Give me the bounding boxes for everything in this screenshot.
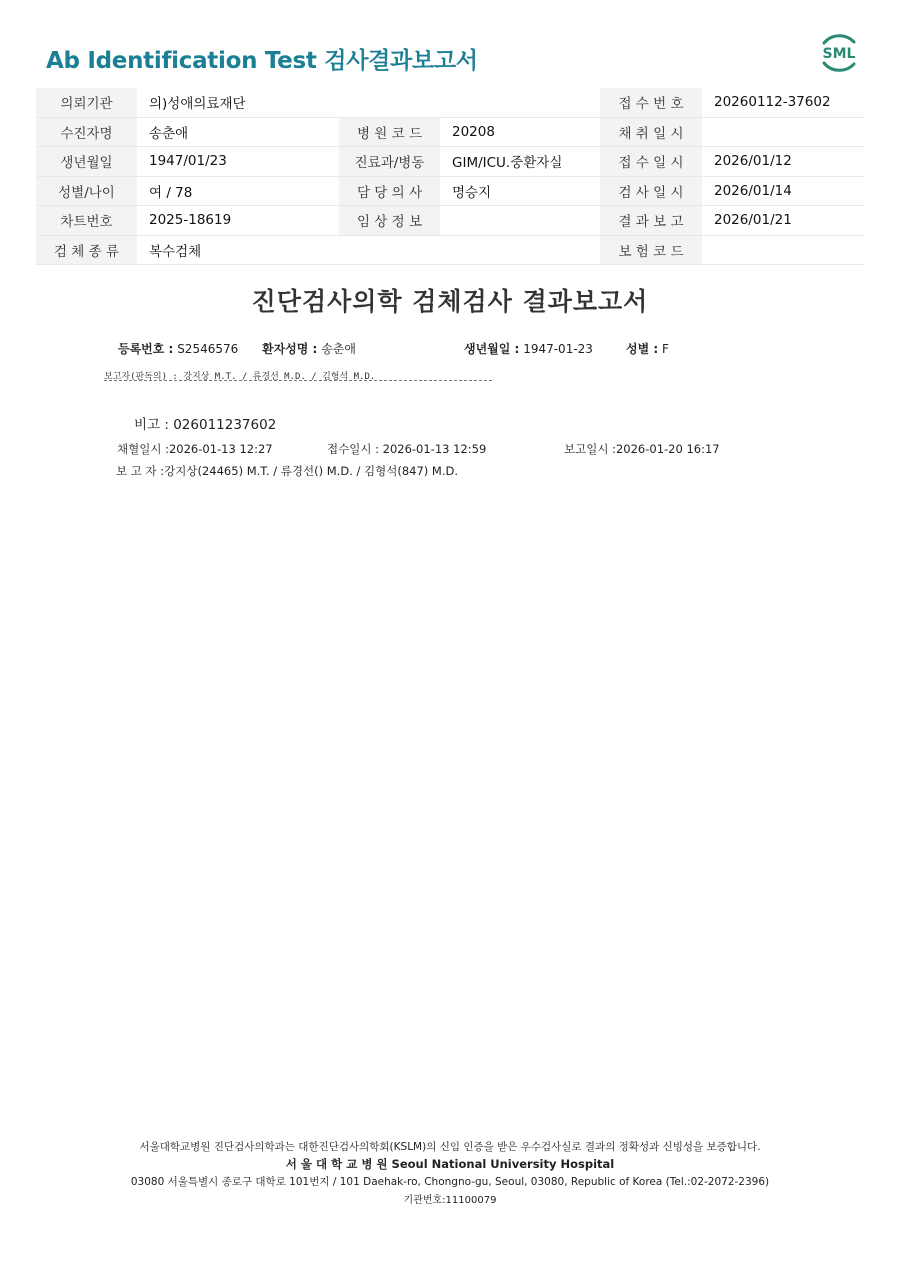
patient-info-table <box>36 88 864 265</box>
dashed-divider <box>104 380 492 381</box>
receipt-datetime <box>327 441 486 457</box>
value-test-time: 2026/01/14 <box>702 176 864 206</box>
sex <box>626 340 669 357</box>
info-row <box>36 235 864 265</box>
value-insurance-code <box>702 235 864 265</box>
registration-no-value: S2546576 <box>177 342 239 356</box>
value-specimen-type: 복수검체 <box>137 235 600 265</box>
value-result-report: 2026/01/21 <box>702 206 864 236</box>
label-specimen-type: 검 체 종 류 <box>36 235 137 265</box>
label-receipt-time: 접 수 일 시 <box>600 147 702 177</box>
label-clinical-info: 임 상 정 보 <box>339 206 440 236</box>
label-test-time: 검 사 일 시 <box>600 176 702 206</box>
info-row <box>36 206 864 236</box>
label-accession-no: 접 수 번 호 <box>600 88 702 117</box>
patient-name <box>262 340 356 357</box>
sex-label: 성별 : <box>626 342 659 356</box>
report-heading: 진단검사의학 검체검사 결과보고서 <box>251 287 649 316</box>
value-chart-no: 2025-18619 <box>137 206 339 236</box>
birth-date-value: 1947-01-23 <box>523 342 593 356</box>
label-insurance-code: 보 험 코 드 <box>600 235 702 265</box>
info-row <box>36 176 864 206</box>
value-clinical-info <box>440 206 600 236</box>
info-row <box>36 147 864 177</box>
value-requesting-org: 의)성애의료재단 <box>137 88 600 117</box>
value-accession-no: 20260112-37602 <box>702 88 864 117</box>
birth-date <box>464 340 593 357</box>
info-row <box>36 88 864 117</box>
collection-datetime-label: 채혈일시 : <box>117 442 169 456</box>
label-sex-age: 성별/나이 <box>36 176 137 206</box>
footer-certification: 서울대학교병원 진단검사의학과는 대한진단검사의학회(KSLM)의 신임 인증을 받은 우수검사실로 결과의 정확성과 신빙성을 보증합니다. <box>139 1141 761 1153</box>
label-department-ward: 진료과/병동 <box>339 147 440 177</box>
footer-hospital-name: 서 울 대 학 교 병 원 Seoul National University Hospital <box>285 1157 615 1171</box>
label-patient-name: 수진자명 <box>36 117 137 147</box>
value-receipt-time: 2026/01/12 <box>702 147 864 177</box>
reporter-detail <box>116 463 458 479</box>
label-collection-time: 채 취 일 시 <box>600 117 702 147</box>
footer-address: 03080 서울특별시 종로구 대학로 101번지 / 101 Daehak-ro, Chongno-gu, Seoul, 03080, Republic of Korea (Tel.:02-2072-2396) <box>130 1176 770 1188</box>
label-result-report: 결 과 보 고 <box>600 206 702 236</box>
info-row <box>36 117 864 147</box>
footer-institution-no: 기관번호:11100079 <box>403 1195 497 1206</box>
document-title: Ab Identification Test 검사결과보고서 <box>46 48 478 74</box>
value-birth-date: 1947/01/23 <box>137 147 339 177</box>
sex-value: F <box>662 342 669 356</box>
label-requesting-org: 의뢰기관 <box>36 88 137 117</box>
registration-no-label: 등록번호 : <box>118 342 174 356</box>
collection-datetime <box>117 441 273 457</box>
remark-value: 026011237602 <box>173 417 277 433</box>
label-birth-date: 생년월일 <box>36 147 137 177</box>
remark <box>134 413 276 433</box>
value-department-ward: GIM/ICU.중환자실 <box>440 147 600 177</box>
collection-datetime-value: 2026-01-13 12:27 <box>168 442 273 456</box>
registration-no <box>118 340 238 357</box>
reporter-detail-label: 보 고 자 : <box>116 464 165 478</box>
sml-logo <box>816 30 862 76</box>
value-hospital-code: 20208 <box>440 117 600 147</box>
receipt-datetime-value: 2026-01-13 12:59 <box>382 442 487 456</box>
birth-date-label: 생년월일 : <box>464 342 520 356</box>
report-datetime-label: 보고일시 : <box>564 442 616 456</box>
label-hospital-code: 병 원 코 드 <box>339 117 440 147</box>
value-patient-name: 송춘애 <box>137 117 339 147</box>
patient-name-label: 환자성명 : <box>262 342 318 356</box>
label-chart-no: 차트번호 <box>36 206 137 236</box>
reporter-summary: 보고자(판독의) : 강지상 M.T. / 류경선 M.D. / 김형석 M.D. <box>104 372 376 382</box>
label-attending-doctor: 담 당 의 사 <box>339 176 440 206</box>
reporter-detail-value: 강지상(24465) M.T. / 류경선() M.D. / 김형석(847) M.D. <box>164 464 459 478</box>
patient-name-value: 송춘애 <box>321 342 356 356</box>
remark-label: 비고 : <box>134 417 169 433</box>
value-attending-doctor: 명승지 <box>440 176 600 206</box>
report-datetime <box>564 441 720 457</box>
value-sex-age: 여 / 78 <box>137 176 339 206</box>
value-collection-time <box>702 117 864 147</box>
logo-text: SML <box>822 46 856 62</box>
report-datetime-value: 2026-01-20 16:17 <box>615 442 720 456</box>
receipt-datetime-label: 접수일시 : <box>327 442 379 456</box>
